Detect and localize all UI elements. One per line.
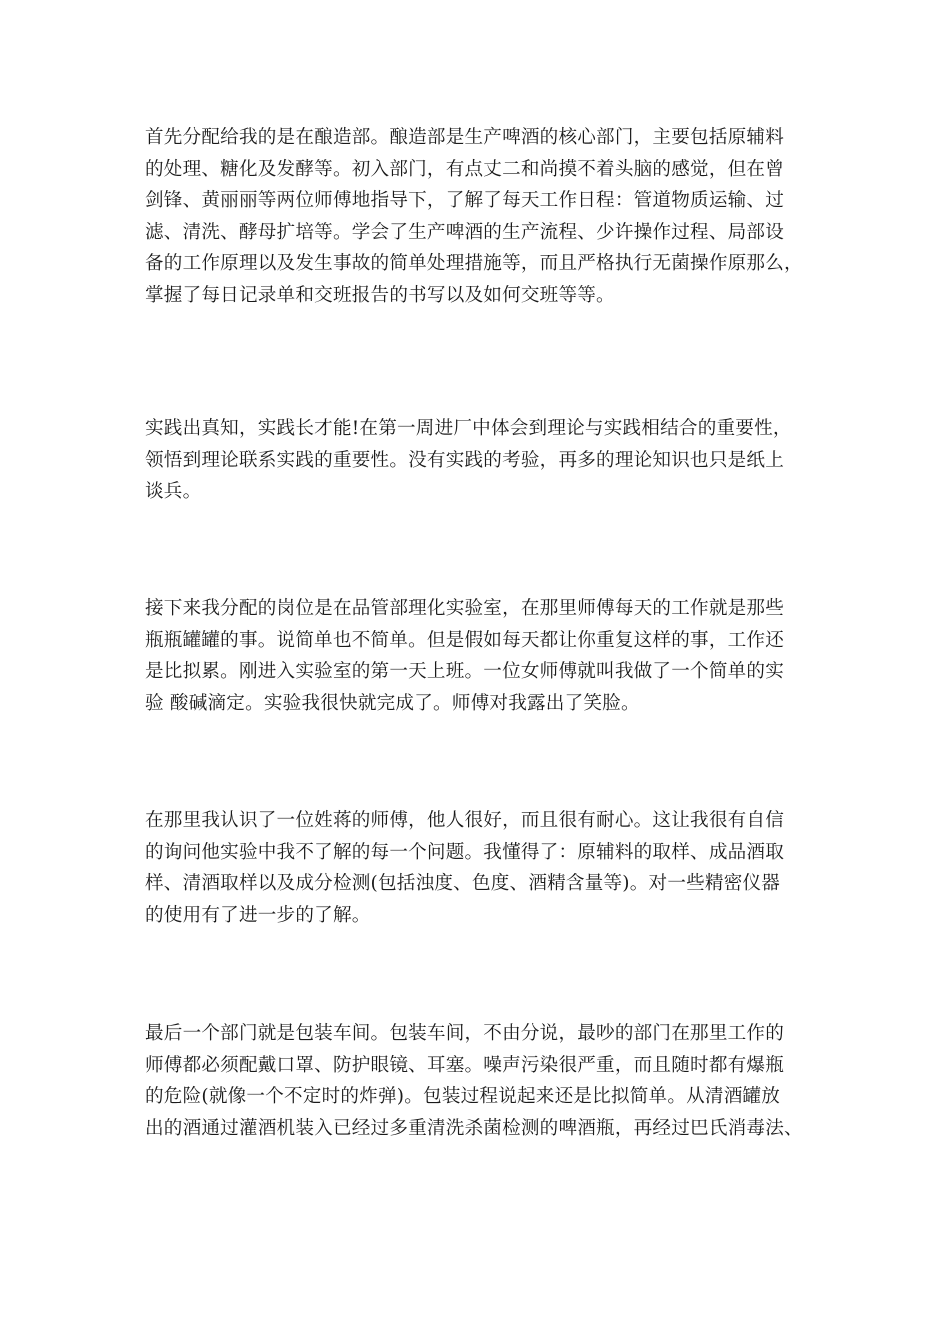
paragraph-packaging-workshop [145,1018,805,1144]
text-line: 的询问他实验中我不了解的每一个问题。我懂得了：原辅料的取样、成品酒取 [145,841,784,863]
text-line: 实践出真知，实践长才能!在第一周进厂中体会到理论与实践相结合的重要性， [145,418,792,439]
text-line: 是比拟累。刚进入实验室的第一天上班。一位女师傅就叫我做了一个简单的实 [145,661,784,682]
text-line: 领悟到理论联系实践的重要性。没有实践的考验，再多的理论知识也只是纸上 [145,449,784,471]
text-line: 在那里我认识了一位姓蒋的师傅，他人很好，而且很有耐心。这让我很有自信 [145,810,784,831]
text-line: 验 酸碱滴定。实验我很快就完成了。师傅对我露出了笑脸。 [145,692,640,714]
paragraph-master-jiang [145,805,805,931]
paragraph-quality-lab [145,593,805,719]
text-line: 师傅都必须配戴口罩、防护眼镜、耳塞。噪声污染很严重，而且随时都有爆瓶 [145,1054,784,1076]
text-line: 滤、清洗、酵母扩培等。学会了生产啤酒的生产流程、少许操作过程、局部设 [145,221,784,243]
text-line: 谈兵。 [145,481,202,502]
text-line: 首先分配给我的是在酿造部。酿造部是生产啤酒的核心部门，主要包括原辅料 [145,127,784,148]
text-line: 的使用有了进一步的了解。 [145,904,371,926]
text-line: 接下来我分配的岗位是在品管部理化实验室，在那里师傅每天的工作就是那些 [145,598,784,619]
text-line: 出的酒通过灌酒机装入已经过多重清洗杀菌检测的啤酒瓶，再经过巴氏消毒法、 [145,1117,803,1139]
text-line: 备的工作原理以及发生事故的简单处理措施等，而且严格执行无菌操作原那么， [145,253,803,274]
text-line: 剑锋、黄丽丽等两位师傅地指导下，了解了每天工作日程：管道物质运输、过 [145,190,784,211]
text-line: 的危险(就像一个不定时的炸弹)。包装过程说起来还是比拟简单。从清酒罐放 [145,1086,781,1107]
text-line: 瓶瓶罐罐的事。说简单也不简单。但是假如每天都让你重复这样的事，工作还 [145,629,784,651]
paragraph-practice-knowledge [145,413,805,508]
text-line: 的处理、糖化及发酵等。初入部门，有点丈二和尚摸不着头脑的感觉，但在曾 [145,158,784,180]
text-line: 掌握了每日记录单和交班报告的书写以及如何交班等等。 [145,284,615,306]
paragraph-brewing-department [145,122,805,311]
text-line: 最后一个部门就是包装车间。包装车间，不由分说，最吵的部门在那里工作的 [145,1023,784,1044]
text-line: 样、清酒取样以及成分检测(包括浊度、色度、酒精含量等)。对一些精密仪器 [145,873,781,894]
